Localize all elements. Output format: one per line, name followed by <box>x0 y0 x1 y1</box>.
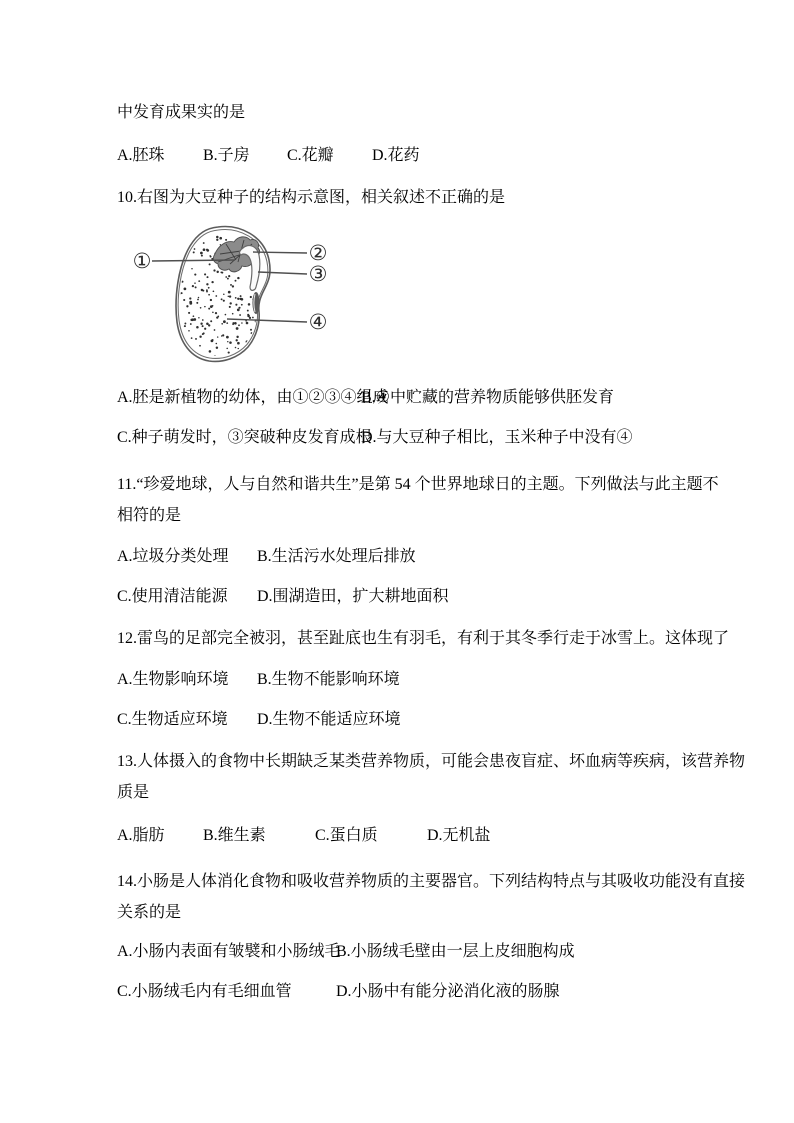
q12-option-a: A.生物影响环境 <box>117 671 229 688</box>
q14-option-a: A.小肠内表面有皱襞和小肠绒毛 <box>117 943 341 960</box>
callout-4-label: ④ <box>308 310 328 334</box>
q13-stem-line-2: 质是 <box>117 784 150 801</box>
q12-option-d: D.生物不能适应环境 <box>257 711 401 728</box>
leader-line-1 <box>152 260 235 261</box>
q09-option-a: A.胚珠 <box>117 147 165 164</box>
callout-1-label: ① <box>132 249 152 273</box>
q12-stem: 12.雷鸟的足部完全被羽，甚至趾底也生有羽毛，有利于其冬季行走于冰雪上。这体现了 <box>117 630 730 647</box>
q10-option-b: B.④中贮藏的营养物质能够供胚发育 <box>361 389 615 406</box>
q10-figure-seed-diagram <box>130 220 335 370</box>
q11-option-c: C.使用清洁能源 <box>117 588 228 605</box>
q14-stem-line-2: 关系的是 <box>117 904 182 921</box>
q13-option-c: C.蛋白质 <box>315 827 378 844</box>
q14-option-c: C.小肠绒毛内有毛细血管 <box>117 983 292 1000</box>
q11-option-b: B.生活污水处理后排放 <box>257 548 416 565</box>
q11-option-a: A.垃圾分类处理 <box>117 548 229 565</box>
callout-2-label: ② <box>308 241 328 265</box>
q13-option-d: D.无机盐 <box>427 827 491 844</box>
q09-option-c: C.花瓣 <box>287 147 334 164</box>
q10-option-d: D.与大豆种子相比，玉米种子中没有④ <box>361 429 633 446</box>
q14-option-d: D.小肠中有能分泌消化液的肠腺 <box>336 983 560 1000</box>
q14-stem-line-1: 14.小肠是人体消化食物和吸收营养物质的主要器官。下列结构特点与其吸收功能没有直接 <box>117 873 746 890</box>
leader-line-2 <box>253 252 307 253</box>
q09-stem-tail: 中发育成果实的是 <box>117 104 246 121</box>
q10-stem: 10.右图为大豆种子的结构示意图，相关叙述不正确的是 <box>117 189 506 206</box>
q10-option-c: C.种子萌发时，③突破种皮发育成根 <box>117 429 372 446</box>
q13-option-b: B.维生素 <box>203 827 266 844</box>
q09-option-b: B.子房 <box>203 147 250 164</box>
q11-stem-line-2: 相符的是 <box>117 507 182 524</box>
q09-option-d: D.花药 <box>372 147 420 164</box>
q13-option-a: A.脂肪 <box>117 827 165 844</box>
q12-option-c: C.生物适应环境 <box>117 711 228 728</box>
q12-option-b: B.生物不能影响环境 <box>257 671 400 688</box>
q10-option-a: A.胚是新植物的幼体，由①②③④组成 <box>117 389 389 406</box>
q11-stem-line-1: 11.“珍爱地球，人与自然和谐共生”是第 54 个世界地球日的主题。下列做法与此主题不 <box>117 476 719 493</box>
seed-diagram-svg <box>130 220 335 370</box>
q14-option-b: B.小肠绒毛壁由一层上皮细胞构成 <box>336 943 575 960</box>
q13-stem-line-1: 13.人体摄入的食物中长期缺乏某类营养物质，可能会患夜盲症、坏血病等疾病，该营养物 <box>117 753 746 770</box>
q11-option-d: D.围湖造田，扩大耕地面积 <box>257 588 449 605</box>
callout-3-label: ③ <box>308 262 328 286</box>
